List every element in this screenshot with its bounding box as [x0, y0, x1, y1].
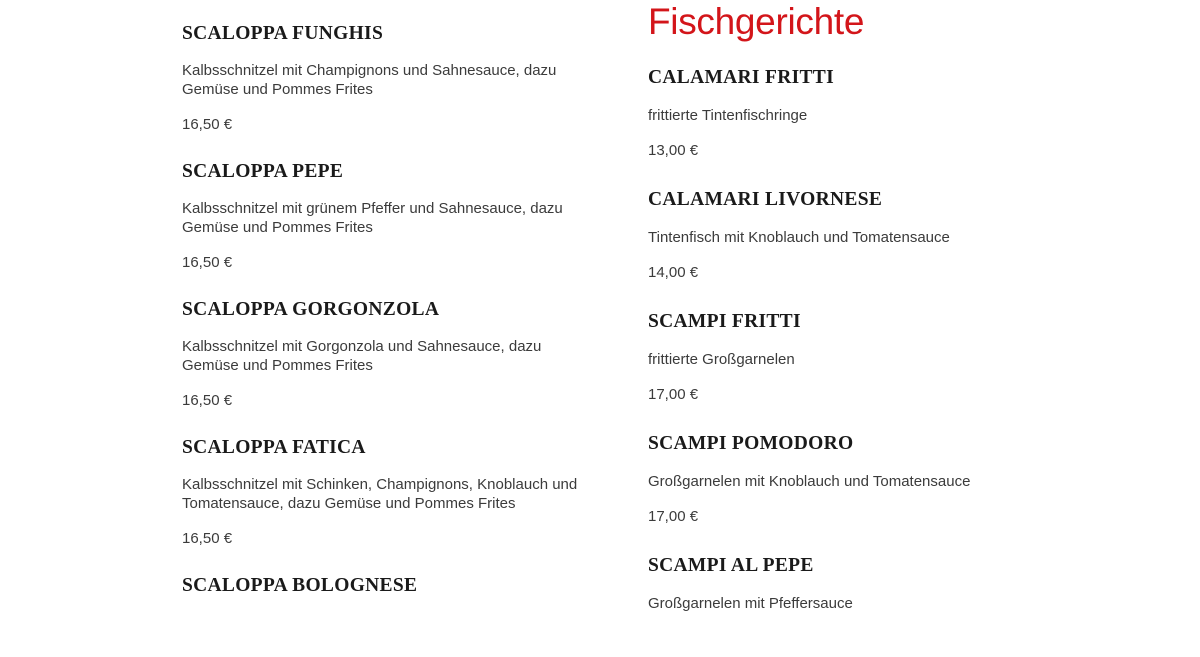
menu-item: [648, 432, 1170, 526]
menu-item-price: 13,00 €: [648, 142, 699, 159]
menu-item-name: SCALOPPA BOLOGNESE: [182, 575, 418, 596]
menu-item-description: Großgarnelen mit Pfeffersauce: [648, 595, 853, 612]
menu-item-price: 16,50 €: [182, 254, 233, 271]
menu-item-description: frittierte Großgarnelen: [648, 351, 795, 368]
menu-item-description: Kalbsschnitzel mit grünem Pfeffer und Sahnesauce, dazu Gemüse und Pommes Frites: [182, 200, 563, 236]
menu-item: [648, 66, 1170, 160]
menu-item-name: SCALOPPA PEPE: [182, 161, 344, 182]
menu-item-description: frittierte Tintenfischringe: [648, 107, 808, 124]
menu-item: [182, 22, 608, 134]
menu-item-price: 17,00 €: [648, 508, 699, 525]
menu-item: [648, 310, 1170, 404]
menu-item-name: SCALOPPA GORGONZOLA: [182, 299, 440, 320]
menu-item: [182, 298, 608, 410]
menu-item-price: 14,00 €: [648, 264, 699, 281]
menu-item-description: Großgarnelen mit Knoblauch und Tomatensauce: [648, 473, 971, 490]
section-title-fischgerichte: Fischgerichte: [648, 1, 865, 42]
menu-item-description: Tintenfisch mit Knoblauch und Tomatensauce: [648, 229, 950, 246]
menu-item-description: Kalbsschnitzel mit Champignons und Sahnesauce, dazu Gemüse und Pommes Frites: [182, 62, 557, 98]
menu-item-price: 16,50 €: [182, 530, 233, 547]
menu-item: [648, 554, 1170, 613]
menu-item: [182, 160, 608, 272]
menu-item-description: Kalbsschnitzel mit Gorgonzola und Sahnesauce, dazu Gemüse und Pommes Frites: [182, 338, 542, 374]
menu-item-name: SCALOPPA FATICA: [182, 437, 366, 458]
menu-item: [182, 436, 608, 548]
menu-column-fish-dishes: [648, 0, 1200, 657]
menu-item-price: 16,50 €: [182, 392, 233, 409]
menu-item-name: SCALOPPA FUNGHIS: [182, 23, 384, 44]
menu-item-price: 16,50 €: [182, 116, 233, 133]
menu-item-price: 17,00 €: [648, 386, 699, 403]
menu-item-name: CALAMARI LIVORNESE: [648, 189, 883, 210]
menu-item-name: SCAMPI POMODORO: [648, 433, 854, 454]
menu-item: [648, 188, 1170, 282]
menu-item-name: SCAMPI FRITTI: [648, 311, 801, 332]
menu-item-description: Kalbsschnitzel mit Schinken, Champignons, Knoblauch und Tomatensauce, dazu Gemüse und Pommes Frites: [182, 476, 578, 512]
menu-item: [182, 574, 608, 598]
menu-item-name: SCAMPI AL PEPE: [648, 555, 814, 576]
menu-item-name: CALAMARI FRITTI: [648, 67, 834, 88]
